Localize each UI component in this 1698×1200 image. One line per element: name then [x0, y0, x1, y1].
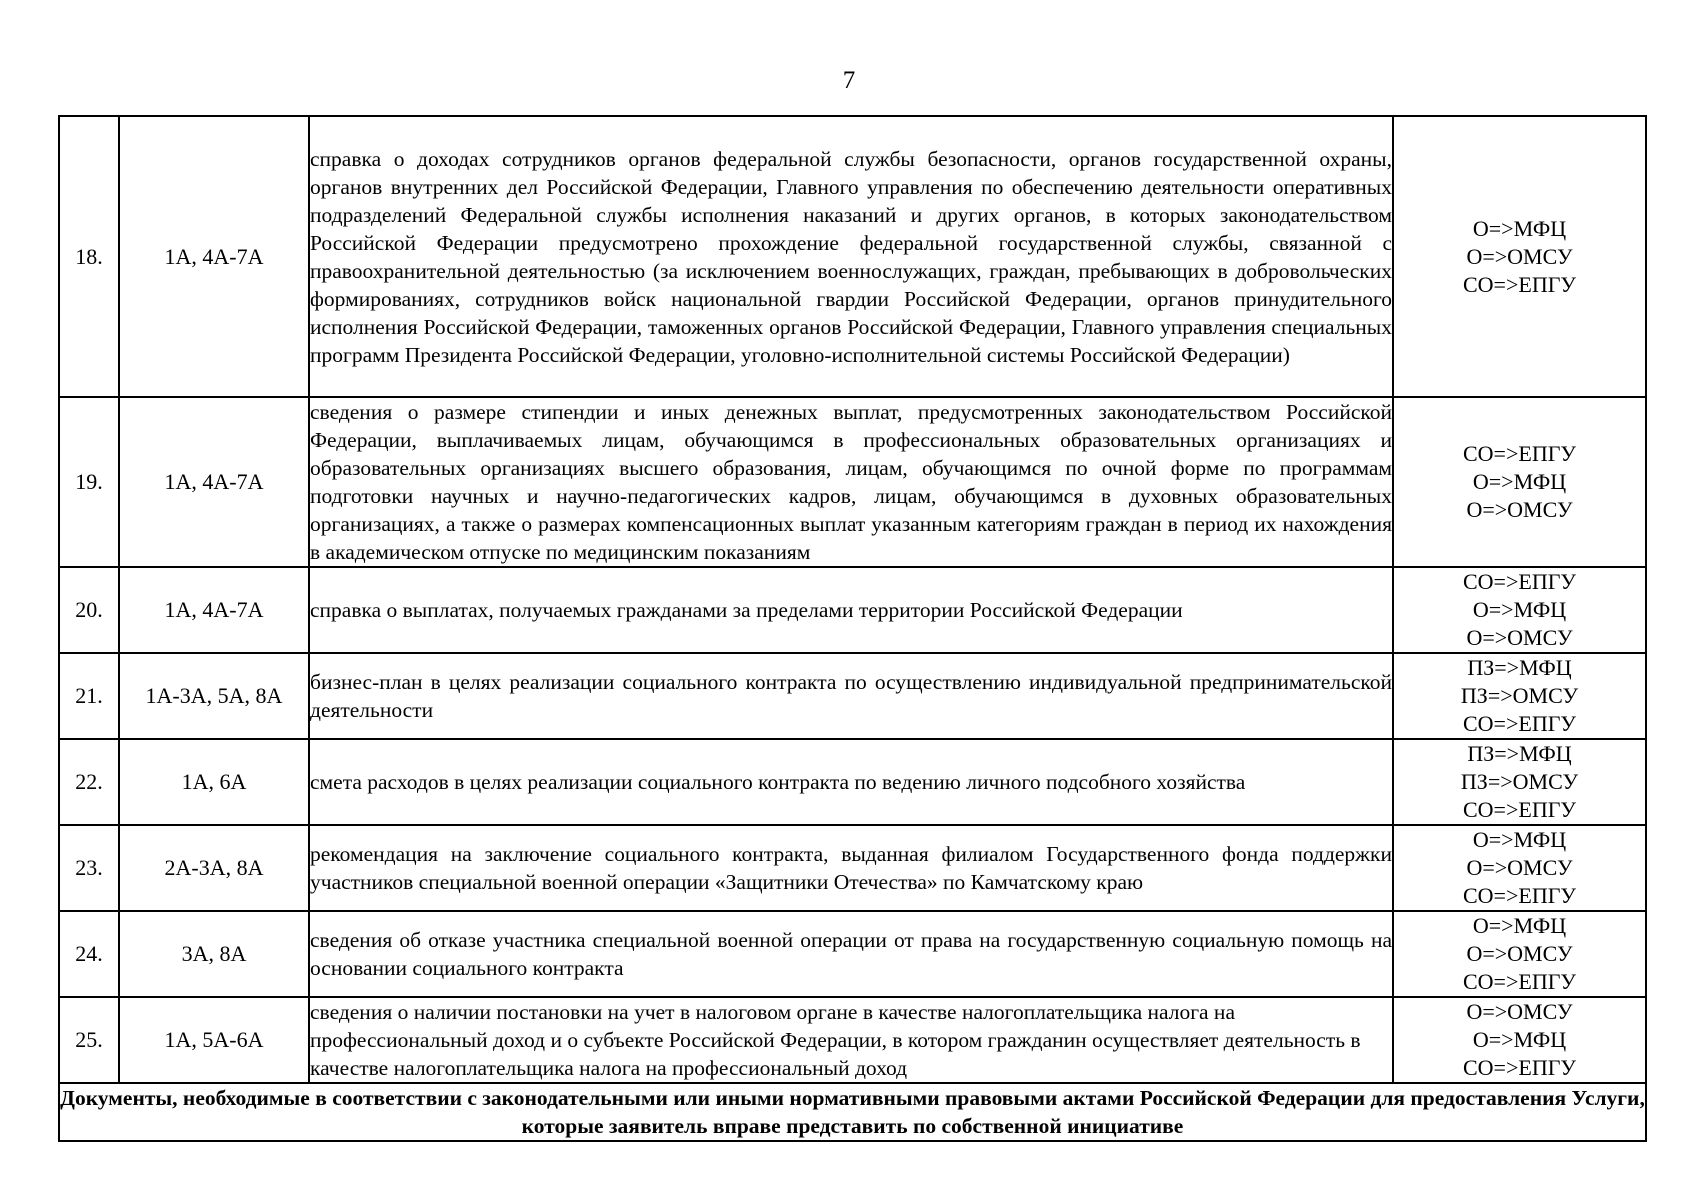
submission-routes: [1393, 911, 1646, 997]
route-item: О=>ОМСУ: [1466, 497, 1573, 522]
category-codes: 1А-3А, 5А, 8А: [119, 653, 309, 739]
table-row: [59, 116, 1646, 397]
route-item: ПЗ=>ОМСУ: [1460, 769, 1579, 794]
document-description: справка о доходах сотрудников органов федеральной службы безопасности, органов государственной охраны, органов внутренних дел Российской Федерации, Главного управления по обеспечению деятельности оперативных подразделений Федеральной службы исполнения наказаний и других органов, в которых законодательством Российской Федерации предусмотрено прохождение федеральной государственной службы, связанной с правоохранительной деятельностью (за исключением военнослужащих, граждан, пребывающих в добровольческих формированиях, сотрудников войск национальной гвардии Российской Федерации, органов принудительного исполнения Российской Федерации, таможенных органов Российской Федерации, Главного управления специальных программ Президента Российской Федерации, уголовно-исполнительной системы Российской Федерации): [309, 116, 1393, 397]
category-codes: 2А-3А, 8А: [119, 825, 309, 911]
row-number: 25.: [59, 997, 119, 1083]
category-codes: 1А, 5А-6А: [119, 997, 309, 1083]
route-item: О=>ОМСУ: [1466, 625, 1573, 650]
route-item: ПЗ=>МФЦ: [1467, 741, 1572, 766]
row-number: 20.: [59, 567, 119, 653]
category-codes: 1А, 6А: [119, 739, 309, 825]
table-row: [59, 653, 1646, 739]
table-row: [59, 739, 1646, 825]
route-item: О=>МФЦ: [1472, 215, 1567, 241]
document-description: смета расходов в целях реализации социального контракта по ведению личного подсобного хозяйства: [309, 739, 1393, 825]
category-codes: 1А, 4А-7А: [119, 116, 309, 397]
table-row: [59, 397, 1646, 567]
document-description: справка о выплатах, получаемых гражданами за пределами территории Российской Федерации: [309, 567, 1393, 653]
row-number: 24.: [59, 911, 119, 997]
route-item: СО=>ЕПГУ: [1463, 711, 1576, 736]
submission-routes: [1393, 567, 1646, 653]
submission-routes: [1393, 997, 1646, 1083]
route-item: СО=>ЕПГУ: [1463, 969, 1576, 994]
row-number: 19.: [59, 397, 119, 567]
documents-table: [58, 115, 1647, 1142]
route-item: О=>МФЦ: [1472, 469, 1567, 494]
route-item: О=>ОМСУ: [1466, 941, 1573, 966]
submission-routes: [1393, 653, 1646, 739]
category-codes: 3А, 8А: [119, 911, 309, 997]
route-item: СО=>ЕПГУ: [1463, 441, 1576, 466]
row-number: 21.: [59, 653, 119, 739]
document-description: сведения о наличии постановки на учет в налоговом органе в качестве налогоплательщика налога на профессиональный доход и о субъекте Российской Федерации, в котором гражданин осуществляет деятельность в качестве налогоплательщика налога на профессиональный доход: [309, 997, 1393, 1083]
document-description: бизнес-план в целях реализации социального контракта по осуществлению индивидуальной предпринимательской деятельности: [309, 653, 1393, 739]
page-number: 7: [842, 67, 856, 94]
route-item: ПЗ=>ОМСУ: [1460, 683, 1579, 708]
table-row: [59, 911, 1646, 997]
document-description: сведения об отказе участника специальной военной операции от права на государственную социальную помощь на основании социального контракта: [309, 911, 1393, 997]
route-item: О=>МФЦ: [1472, 827, 1567, 852]
route-item: О=>МФЦ: [1472, 597, 1567, 622]
row-number: 23.: [59, 825, 119, 911]
table-row: [59, 567, 1646, 653]
row-number: 18.: [59, 116, 119, 397]
route-item: СО=>ЕПГУ: [1463, 797, 1576, 822]
submission-routes: [1393, 825, 1646, 911]
submission-routes: [1393, 397, 1646, 567]
route-item: СО=>ЕПГУ: [1463, 271, 1576, 297]
route-item: ПЗ=>МФЦ: [1467, 655, 1572, 680]
section-footer-row: [59, 1083, 1646, 1141]
route-item: О=>ОМСУ: [1466, 243, 1573, 269]
category-codes: 1А, 4А-7А: [119, 567, 309, 653]
submission-routes: [1393, 739, 1646, 825]
section-heading: Документы, необходимые в соответствии с законодательными или иными нормативными правовыми актами Российской Федерации для предоставления Услуги, которые заявитель вправе представить по собственной инициативе: [59, 1083, 1646, 1141]
row-number: 22.: [59, 739, 119, 825]
route-item: О=>МФЦ: [1472, 913, 1567, 938]
route-item: О=>МФЦ: [1472, 1027, 1567, 1052]
table-row: [59, 825, 1646, 911]
category-codes: 1А, 4А-7А: [119, 397, 309, 567]
route-item: СО=>ЕПГУ: [1463, 1055, 1576, 1080]
route-item: О=>ОМСУ: [1466, 855, 1573, 880]
document-description: сведения о размере стипендии и иных денежных выплат, предусмотренных законодательством Российской Федерации, выплачиваемых лицам, обучающимся в профессиональных образовательных организациях и образовательных организациях высшего образования, лицам, обучающимся по очной форме по программам подготовки научных и научно-педагогических кадров, лицам, обучающимся в духовных образовательных организациях, а также о размерах компенсационных выплат указанным категориям граждан в период их нахождения в академическом отпуске по медицинским показаниям: [309, 397, 1393, 567]
table-row: [59, 997, 1646, 1083]
submission-routes: [1393, 116, 1646, 397]
document-description: рекомендация на заключение социального контракта, выданная филиалом Государственного фонда поддержки участников специальной военной операции «Защитники Отечества» по Камчатскому краю: [309, 825, 1393, 911]
route-item: СО=>ЕПГУ: [1463, 569, 1576, 594]
route-item: СО=>ЕПГУ: [1463, 883, 1576, 908]
route-item: О=>ОМСУ: [1466, 999, 1573, 1024]
